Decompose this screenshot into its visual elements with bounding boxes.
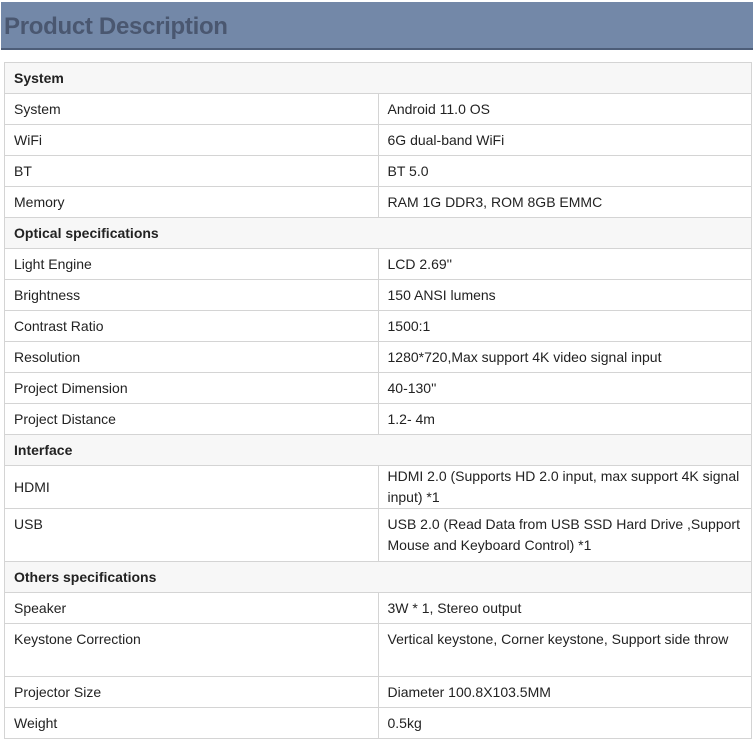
section-title: Interface	[5, 435, 752, 466]
spec-label: Resolution	[5, 342, 379, 373]
section-header-optical	[5, 218, 752, 249]
spec-value: Android 11.0 OS	[378, 94, 752, 125]
section-header-interface	[5, 435, 752, 466]
page-header	[1, 2, 753, 50]
table-row	[5, 593, 752, 624]
spec-value: 150 ANSI lumens	[378, 280, 752, 311]
table-row	[5, 249, 752, 280]
spec-label: Brightness	[5, 280, 379, 311]
spec-value: HDMI 2.0 (Supports HD 2.0 input, max support 4K signal input) *1	[378, 466, 752, 509]
spec-label: Weight	[5, 708, 379, 739]
page-title: Product Description	[4, 13, 228, 40]
spec-table	[4, 62, 752, 739]
table-row	[5, 466, 752, 509]
spec-value: Vertical keystone, Corner keystone, Support side throw	[378, 624, 752, 677]
section-header-system	[5, 63, 752, 94]
spec-value: 6G dual-band WiFi	[378, 125, 752, 156]
spec-label: Project Distance	[5, 404, 379, 435]
spec-value: Diameter 100.8X103.5MM	[378, 677, 752, 708]
spec-label: Keystone Correction	[5, 624, 379, 677]
spec-label: HDMI	[5, 466, 379, 509]
spec-value: 1500:1	[378, 311, 752, 342]
spec-label: Memory	[5, 187, 379, 218]
spec-label: USB	[5, 509, 379, 562]
table-row	[5, 677, 752, 708]
table-row	[5, 404, 752, 435]
spec-label: Speaker	[5, 593, 379, 624]
spec-value: LCD 2.69''	[378, 249, 752, 280]
spec-label: Projector Size	[5, 677, 379, 708]
table-row	[5, 311, 752, 342]
table-row	[5, 342, 752, 373]
table-row	[5, 624, 752, 677]
spec-value: 1.2- 4m	[378, 404, 752, 435]
table-row	[5, 125, 752, 156]
spec-value: 3W * 1, Stereo output	[378, 593, 752, 624]
spec-value: 0.5kg	[378, 708, 752, 739]
section-header-others	[5, 562, 752, 593]
spec-label: Project Dimension	[5, 373, 379, 404]
spec-value: 1280*720,Max support 4K video signal input	[378, 342, 752, 373]
table-row	[5, 509, 752, 562]
spec-label: Contrast Ratio	[5, 311, 379, 342]
spec-label: System	[5, 94, 379, 125]
section-title: Others specifications	[5, 562, 752, 593]
spec-value: BT 5.0	[378, 156, 752, 187]
spec-label: BT	[5, 156, 379, 187]
table-row	[5, 280, 752, 311]
table-row	[5, 156, 752, 187]
spec-label: WiFi	[5, 125, 379, 156]
section-title: Optical specifications	[5, 218, 752, 249]
table-row	[5, 708, 752, 739]
spec-value: USB 2.0 (Read Data from USB SSD Hard Drive ,Support Mouse and Keyboard Control) *1	[378, 509, 752, 562]
spec-value: RAM 1G DDR3, ROM 8GB EMMC	[378, 187, 752, 218]
section-title: System	[5, 63, 752, 94]
spec-value: 40-130''	[378, 373, 752, 404]
table-row	[5, 373, 752, 404]
spec-label: Light Engine	[5, 249, 379, 280]
table-row	[5, 94, 752, 125]
table-row	[5, 187, 752, 218]
